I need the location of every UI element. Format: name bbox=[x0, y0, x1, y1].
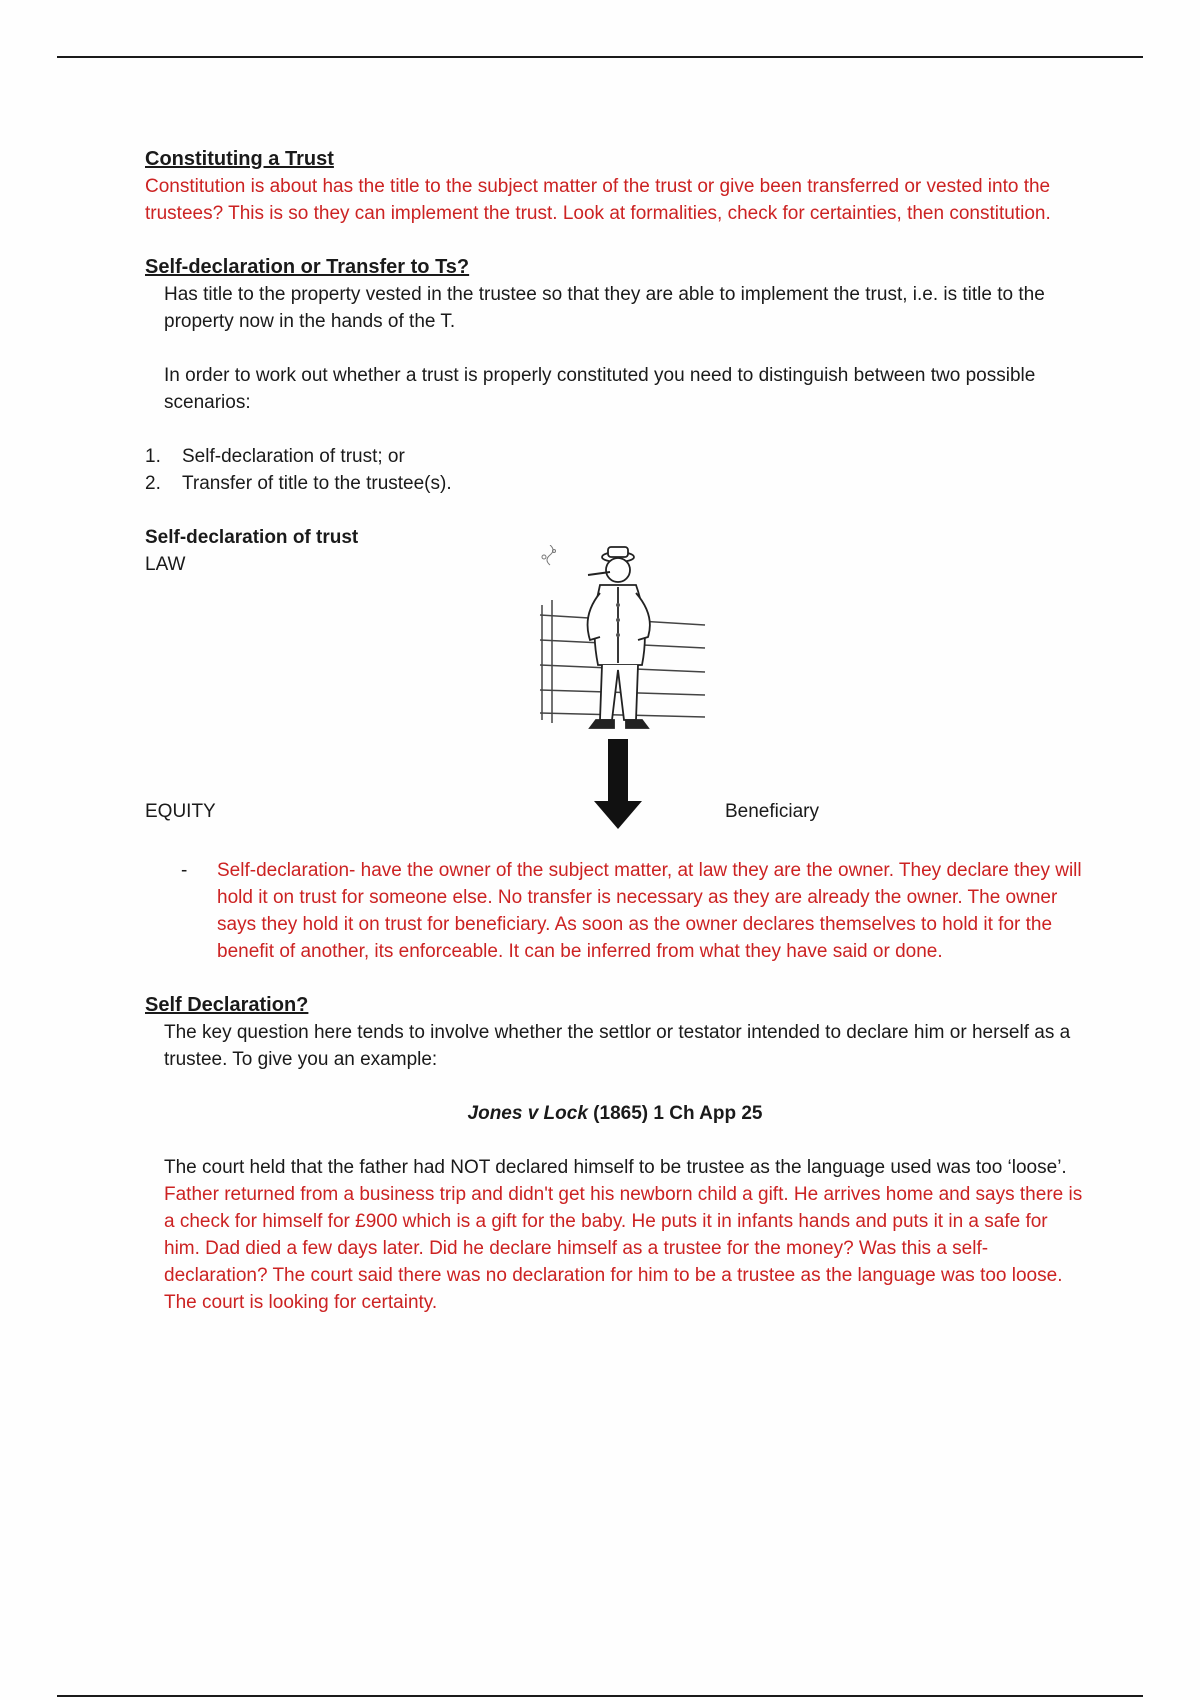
law-label: LAW bbox=[145, 554, 186, 575]
bullet-text: Self-declaration- have the owner of the subject matter, at law they are the owner. They declare they will hold it on trust for someone else. No transfer is necessary as they are already the owner. The owner says they hold it on trust for beneficiary. As soon as the owner declares themselves to hold it for the benefit of another, its enforceable. It can be inferred from what they have said or done. bbox=[217, 860, 1082, 962]
heading-self-declaration-or-transfer: Self-declaration or Transfer to Ts? bbox=[145, 256, 470, 278]
down-arrow-icon bbox=[594, 739, 642, 829]
list-text: Transfer of title to the trustee(s). bbox=[182, 473, 452, 494]
top-rule bbox=[57, 56, 1143, 58]
paragraph-title-vested: Has title to the property vested in the trustee so that they are able to implement the trust, i.e. is title to the property now in the hands of the T. bbox=[164, 284, 1045, 332]
bullet-dash: - bbox=[181, 860, 188, 881]
bottom-rule bbox=[57, 1695, 1143, 1697]
case-citation bbox=[145, 1100, 1085, 1127]
list-text: Self-declaration of trust; or bbox=[182, 446, 405, 467]
owner-illustration bbox=[530, 545, 710, 745]
paragraph-court-held: The court held that the father had NOT declared himself to be trustee as the language used was too ‘loose’. bbox=[164, 1157, 1067, 1178]
bullet-self-declaration bbox=[145, 857, 1085, 965]
intro-paragraph: Constitution is about has the title to the subject matter of the trust or give been transferred or vested into the trustees? This is so they can implement the trust. Look at formalities, check for certainties, then constitution. bbox=[145, 176, 1051, 224]
list-number: 2. bbox=[145, 473, 161, 494]
law-equity-diagram bbox=[145, 551, 1085, 857]
paragraph-scenarios: In order to work out whether a trust is properly constituted you need to distinguish between two possible scenarios: bbox=[164, 365, 1036, 413]
paragraph-case-facts: Father returned from a business trip and didn't get his newborn child a gift. He arrives home and says there is a check for himself for £900 which is a gift for the baby. He puts it in infants hands and puts it in a safe for him. Dad died a few days later. Did he declare himself as a trustee for the money? Was this a self-declaration? The court said there was no declaration for him to be a trustee as the language was too loose. The court is looking for certainty. bbox=[164, 1184, 1083, 1313]
heading-self-declaration-of-trust: Self-declaration of trust bbox=[145, 527, 359, 548]
equity-label: EQUITY bbox=[145, 801, 216, 822]
beneficiary-label: Beneficiary bbox=[725, 801, 819, 822]
document-body bbox=[145, 146, 1085, 1316]
heading-self-declaration-question: Self Declaration? bbox=[145, 994, 309, 1016]
case-reference: (1865) 1 Ch App 25 bbox=[587, 1103, 763, 1124]
case-name: Jones v Lock bbox=[467, 1103, 588, 1124]
list-item bbox=[145, 443, 1085, 470]
list-item bbox=[145, 470, 1085, 497]
scenario-list bbox=[145, 443, 1085, 497]
paragraph-key-question: The key question here tends to involve whether the settlor or testator intended to declare him or herself as a trustee. To give you an example: bbox=[164, 1022, 1071, 1070]
heading-constituting-trust: Constituting a Trust bbox=[145, 148, 334, 170]
list-number: 1. bbox=[145, 446, 161, 467]
